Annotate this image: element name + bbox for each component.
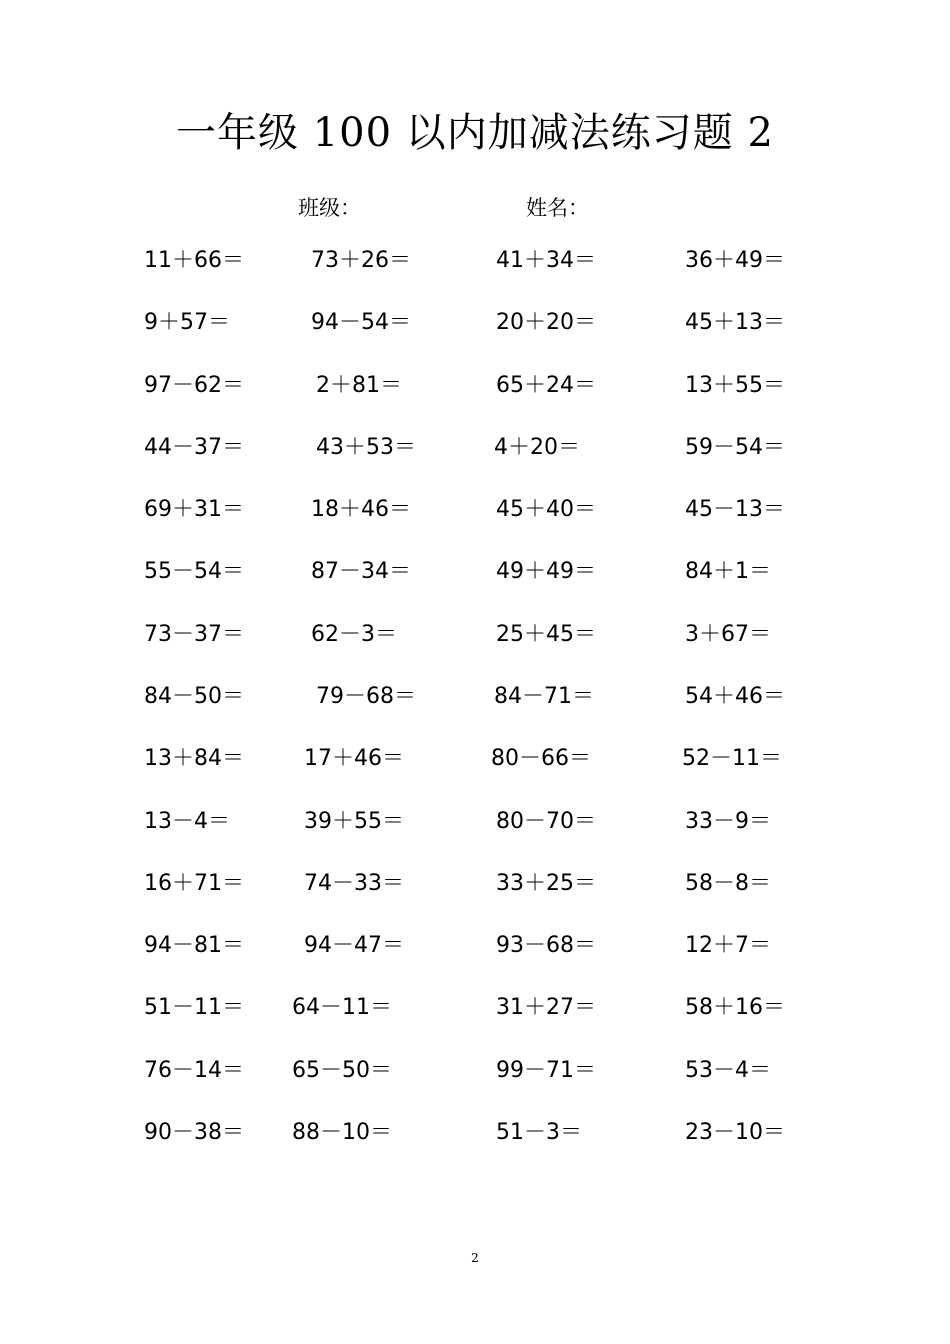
- problem-r4-c2: 43＋53＝: [316, 435, 416, 460]
- problem-r15-c3: 51－3＝: [496, 1120, 582, 1145]
- problem-r6-c3: 49＋49＝: [496, 559, 596, 584]
- class-label: 班级：: [298, 196, 361, 220]
- problem-r1-c1: 11＋66＝: [144, 248, 244, 273]
- problem-r8-c3: 84－71＝: [494, 684, 594, 709]
- problem-r6-c1: 55－54＝: [144, 559, 244, 584]
- problem-r4-c1: 44－37＝: [144, 435, 244, 460]
- page-number: 2: [471, 1251, 479, 1265]
- problem-r3-c2: 2＋81＝: [316, 373, 402, 398]
- name-label: 姓名：: [526, 196, 589, 220]
- problem-r2-c3: 20＋20＝: [496, 310, 596, 335]
- problem-r6-c2: 87－34＝: [311, 559, 411, 584]
- problem-r15-c4: 23－10＝: [685, 1120, 785, 1145]
- problem-r3-c3: 65＋24＝: [496, 373, 596, 398]
- problem-r12-c2: 94－47＝: [304, 933, 404, 958]
- problem-r2-c1: 9＋57＝: [144, 310, 230, 335]
- problem-r13-c1: 51－11＝: [144, 995, 244, 1020]
- problem-r15-c1: 90－38＝: [144, 1120, 244, 1145]
- problem-r1-c3: 41＋34＝: [496, 248, 596, 273]
- problem-r10-c3: 80－70＝: [496, 809, 596, 834]
- problem-r11-c3: 33＋25＝: [496, 871, 596, 896]
- problem-r14-c1: 76－14＝: [144, 1058, 244, 1083]
- problem-r7-c4: 3＋67＝: [685, 622, 771, 647]
- problem-r9-c1: 13＋84＝: [144, 746, 244, 771]
- problem-r9-c3: 80－66＝: [491, 746, 591, 771]
- problem-r12-c1: 94－81＝: [144, 933, 244, 958]
- problem-r14-c3: 99－71＝: [496, 1058, 596, 1083]
- problem-r3-c1: 97－62＝: [144, 373, 244, 398]
- problem-r14-c4: 53－4＝: [685, 1058, 771, 1083]
- problem-r10-c4: 33－9＝: [685, 809, 771, 834]
- problem-r8-c1: 84－50＝: [144, 684, 244, 709]
- problem-r5-c3: 45＋40＝: [496, 497, 596, 522]
- problem-r11-c2: 74－33＝: [304, 871, 404, 896]
- problem-r11-c1: 16＋71＝: [144, 871, 244, 896]
- problem-r7-c3: 25＋45＝: [496, 622, 596, 647]
- problem-r8-c4: 54＋46＝: [685, 684, 785, 709]
- problem-r5-c1: 69＋31＝: [144, 497, 244, 522]
- problem-r1-c2: 73＋26＝: [311, 248, 411, 273]
- problem-r12-c4: 12＋7＝: [685, 933, 771, 958]
- problem-r10-c2: 39＋55＝: [304, 809, 404, 834]
- problem-r2-c2: 94－54＝: [311, 310, 411, 335]
- problem-r9-c4: 52－11＝: [682, 746, 782, 771]
- problem-r4-c3: 4＋20＝: [494, 435, 580, 460]
- problem-r6-c4: 84＋1＝: [685, 559, 771, 584]
- problem-r5-c4: 45－13＝: [685, 497, 785, 522]
- problem-r12-c3: 93－68＝: [496, 933, 596, 958]
- problem-r2-c4: 45＋13＝: [685, 310, 785, 335]
- problem-r13-c3: 31＋27＝: [496, 995, 596, 1020]
- problem-r4-c4: 59－54＝: [685, 435, 785, 460]
- problem-r7-c2: 62－3＝: [311, 622, 397, 647]
- problem-r11-c4: 58－8＝: [685, 871, 771, 896]
- problem-r3-c4: 13＋55＝: [685, 373, 785, 398]
- page-title: 一年级 100 以内加减法练习题 2: [176, 110, 774, 156]
- problem-r8-c2: 79－68＝: [316, 684, 416, 709]
- problem-r14-c2: 65－50＝: [292, 1058, 392, 1083]
- problem-r7-c1: 73－37＝: [144, 622, 244, 647]
- problem-r9-c2: 17＋46＝: [304, 746, 404, 771]
- problem-r15-c2: 88－10＝: [292, 1120, 392, 1145]
- problem-r13-c2: 64－11＝: [292, 995, 392, 1020]
- problem-r1-c4: 36＋49＝: [685, 248, 785, 273]
- problem-r13-c4: 58＋16＝: [685, 995, 785, 1020]
- problem-r5-c2: 18＋46＝: [311, 497, 411, 522]
- problem-r10-c1: 13－4＝: [144, 809, 230, 834]
